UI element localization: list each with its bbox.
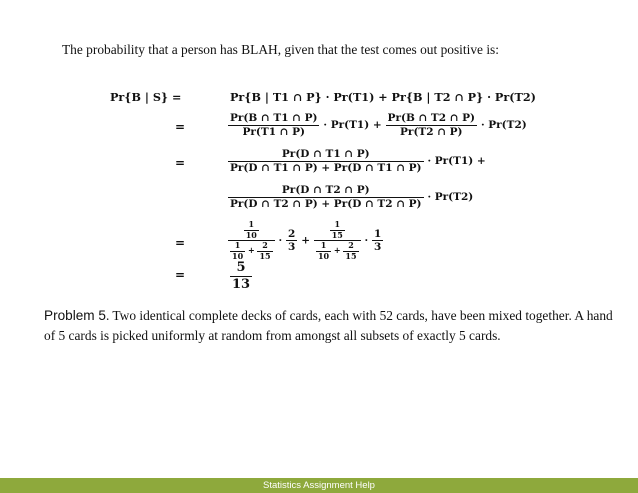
- fraction-d-t2: $\frac{Pr(D \cap T2 \cap P)}{Pr(D \cap T2 \cap P) + Pr(\overline{D} \cap T2 \cap P)}$: [230, 184, 422, 210]
- fraction-d-t1: $\frac{Pr(D \cap T1 \cap P)}{Pr(D \cap T1 \cap P) + Pr(\overline{D} \cap T1 \cap P)}$: [230, 148, 422, 174]
- fraction-two-thirds: $\frac{2}{3}$: [288, 227, 296, 254]
- equation-line-3: $\frac{Pr(D \cap T1 \cap P)}{Pr(D \cap T1 \cap P) + Pr(\overline{D} \cap T1 \cap P)}$ · Pr(T1) +: [230, 148, 486, 174]
- equation-line-1: Pr{B | T1 ∩ P} · Pr(T1) + Pr{B | T2 ∩ P} · Pr(T2): [230, 90, 536, 104]
- compound-fraction-2: $\frac{1}{15}$ $\frac{1}{10}$ + $\frac{2}{15}$: [314, 220, 361, 261]
- intro-text: The probability that a person has BLAH, given that the test comes out positive is:: [62, 42, 499, 57]
- equation-lhs: Pr{B | S} =: [110, 90, 182, 104]
- problem-title: Problem 5: [44, 308, 106, 323]
- fraction-b-t1: $\frac{Pr(B \cap T1 \cap P)}{Pr(T1 \cap P)}$: [230, 112, 318, 138]
- equals-sign-2: =: [175, 120, 186, 134]
- fraction-b-t2: $\frac{Pr(B \cap T2 \cap P)}{Pr(T2 \cap P)}$: [387, 112, 476, 138]
- equals-sign-5: =: [175, 236, 186, 250]
- problem-statement: [44, 306, 614, 346]
- equals-sign-3: =: [175, 156, 186, 170]
- compound-fraction-1: $\frac{1}{10}$ $\frac{1}{10}$ + $\frac{2}{15}$: [228, 220, 275, 261]
- equals-sign-6: =: [175, 268, 186, 282]
- problem-text: . Two identical complete decks of cards, each with 52 cards, have been mixed together. A hand of 5 cards is picked uniformly at random from amongst all subsets of exactly 5 cards.: [44, 308, 613, 343]
- equation-line-2: $\frac{Pr(B \cap T1 \cap P)}{Pr(T1 \cap P)}$ · Pr(T1) + $\frac{Pr(B \cap T2 \cap P)}{Pr(T2 \cap P)}$ · Pr(T2): [230, 112, 527, 138]
- fraction-result: $\frac{5}{13}$: [232, 260, 251, 292]
- equation-line-6: [230, 260, 252, 292]
- fraction-one-third: $\frac{1}{3}$: [374, 227, 382, 254]
- equation-line-5: $\frac{1}{10}$ $\frac{1}{10}$ + $\frac{2}{15}$ · $\frac{2}{3}$ + $\frac{1}{15}$ $\frac{1}{10}$ + $\frac{2}{15}$ · $\frac{1}{3}$: [228, 220, 383, 261]
- equation-line-4: $\frac{Pr(D \cap T2 \cap P)}{Pr(D \cap T2 \cap P) + Pr(\overline{D} \cap T2 \cap P)}$ · Pr(T2): [230, 184, 474, 210]
- footer-banner: Statistics Assignment Help: [0, 478, 638, 493]
